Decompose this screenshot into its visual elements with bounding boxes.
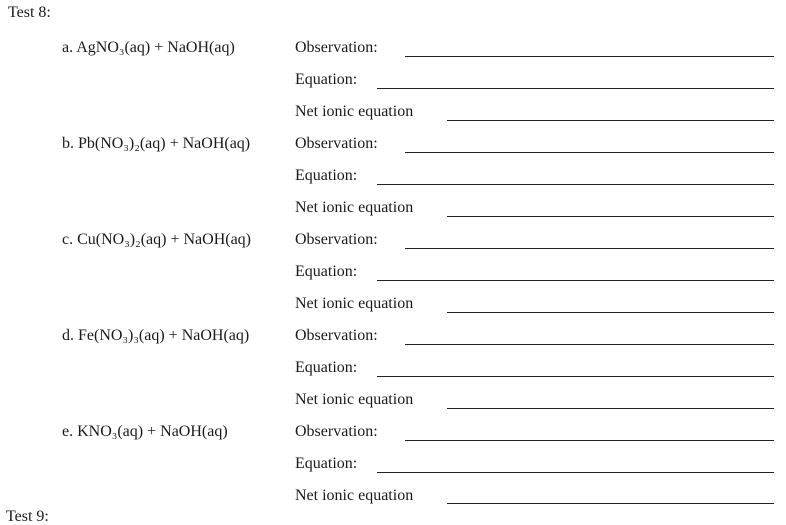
equation-blank-d[interactable] <box>377 376 774 377</box>
reaction-formula: KNO₃(aq) + NaOH(aq) <box>77 423 228 440</box>
net-ionic-label-a: Net ionic equation <box>295 103 414 120</box>
net-ionic-blank-b[interactable] <box>447 216 774 217</box>
reaction-letter: d. <box>62 327 74 344</box>
reaction-d <box>62 328 249 344</box>
reaction-formula: Fe(NO₃)₃(aq) + NaOH(aq) <box>78 327 250 344</box>
reaction-formula: AgNO₃(aq) + NaOH(aq) <box>76 39 235 56</box>
net-ionic-blank-e[interactable] <box>447 503 774 504</box>
reaction-e <box>62 424 228 440</box>
next-test-title: Test 9: <box>6 508 49 525</box>
reaction-letter: c. <box>62 231 74 248</box>
equation-label-a: Equation: <box>295 71 358 88</box>
net-ionic-label-c: Net ionic equation <box>295 295 414 312</box>
net-ionic-blank-a[interactable] <box>447 120 774 121</box>
observation-blank-e[interactable] <box>405 440 774 441</box>
reaction-c <box>62 232 251 248</box>
observation-label-e: Observation: <box>295 423 378 440</box>
equation-label-d: Equation: <box>295 359 358 376</box>
equation-blank-e[interactable] <box>377 472 774 473</box>
observation-blank-b[interactable] <box>405 152 774 153</box>
observation-label-b: Observation: <box>295 135 378 152</box>
equation-label-b: Equation: <box>295 167 358 184</box>
net-ionic-label-e: Net ionic equation <box>295 487 414 504</box>
net-ionic-label-b: Net ionic equation <box>295 199 414 216</box>
reaction-a <box>62 40 235 56</box>
equation-blank-a[interactable] <box>377 88 774 89</box>
net-ionic-label-d: Net ionic equation <box>295 391 414 408</box>
net-ionic-blank-d[interactable] <box>447 408 774 409</box>
observation-label-a: Observation: <box>295 39 378 56</box>
equation-label-c: Equation: <box>295 263 358 280</box>
observation-label-d: Observation: <box>295 327 378 344</box>
reaction-formula: Pb(NO₃)₂(aq) + NaOH(aq) <box>78 135 251 152</box>
equation-blank-c[interactable] <box>377 280 774 281</box>
reaction-letter: b. <box>62 135 74 152</box>
observation-blank-a[interactable] <box>405 56 774 57</box>
reaction-formula: Cu(NO₃)₂(aq) + NaOH(aq) <box>77 231 252 248</box>
page-title: Test 8: <box>8 4 51 21</box>
reaction-b <box>62 136 250 152</box>
reaction-letter: a. <box>62 39 74 56</box>
reaction-letter: e. <box>62 423 74 440</box>
equation-blank-b[interactable] <box>377 184 774 185</box>
observation-blank-c[interactable] <box>405 248 774 249</box>
observation-label-c: Observation: <box>295 231 378 248</box>
net-ionic-blank-c[interactable] <box>447 312 774 313</box>
equation-label-e: Equation: <box>295 455 358 472</box>
observation-blank-d[interactable] <box>405 344 774 345</box>
